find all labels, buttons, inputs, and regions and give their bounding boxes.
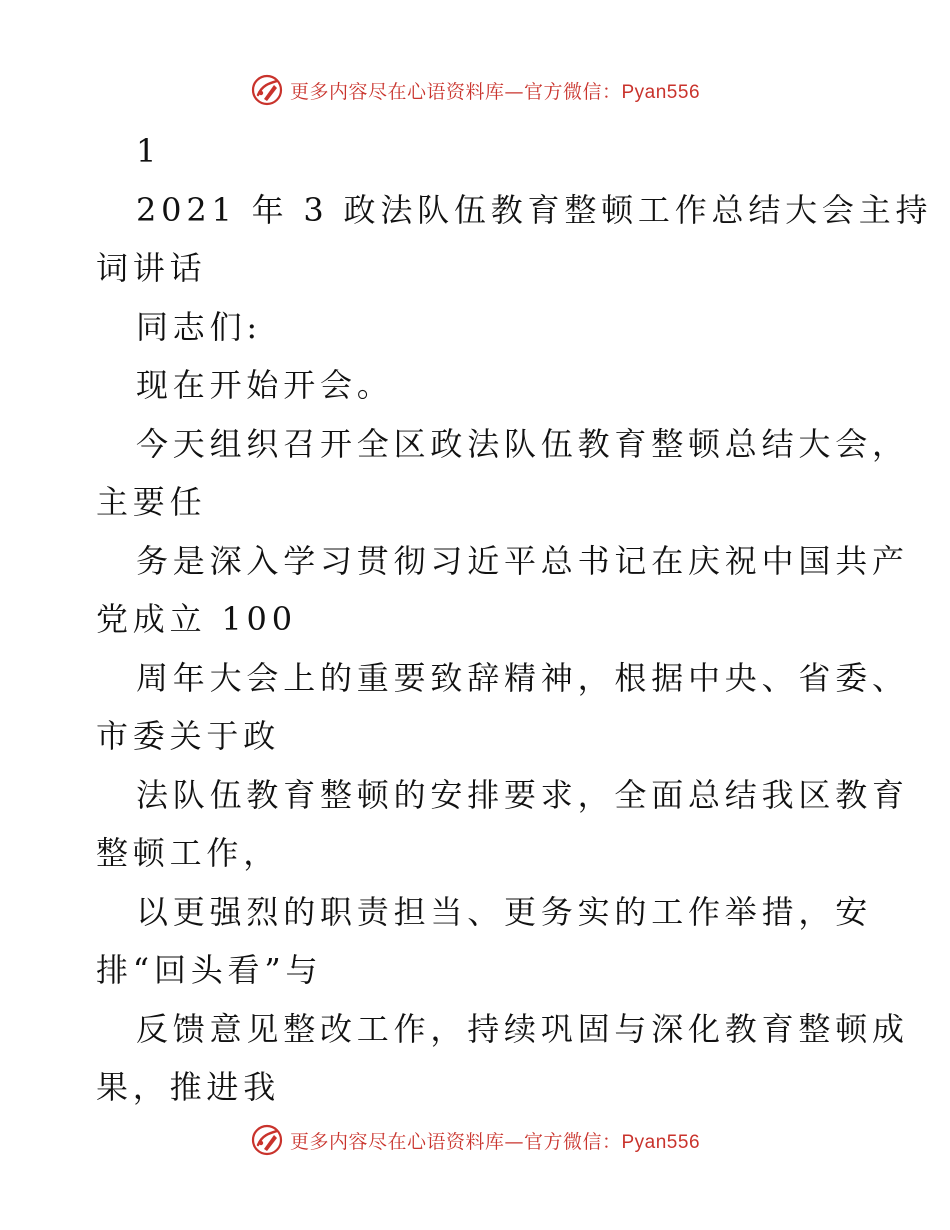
document-body bbox=[96, 122, 933, 1117]
watermark-text: 更多内容尽在心语资料库—官方微信：Pyan556 bbox=[289, 1130, 701, 1153]
text-line: 2021 年 3 政法队伍教育整顿工作总结大会主持 bbox=[136, 190, 933, 229]
text-line: 以更强烈的职责担当、更务实的工作举措，安 bbox=[136, 892, 873, 931]
text-line: 果，推进我 bbox=[96, 1068, 281, 1106]
header-watermark bbox=[0, 70, 950, 110]
footer-watermark bbox=[0, 1120, 950, 1160]
text-line: 现在开始开会。 bbox=[136, 366, 394, 404]
pen-swirl-logo-icon bbox=[250, 73, 284, 107]
text-line: 市委关于政 bbox=[96, 717, 281, 755]
text-line: 党成立 100 bbox=[96, 600, 297, 638]
text-line: 1 bbox=[136, 132, 162, 170]
text-line: 排“回头看”与 bbox=[96, 951, 323, 989]
text-line: 法队伍教育整顿的安排要求，全面总结我区教育 bbox=[136, 775, 909, 814]
text-line: 周年大会上的重要致辞精神，根据中央、省委、 bbox=[136, 658, 909, 697]
text-line: 同志们: bbox=[136, 307, 262, 346]
text-line: 务是深入学习贯彻习近平总书记在庆祝中国共产 bbox=[136, 541, 909, 580]
text-line: 整顿工作， bbox=[96, 834, 281, 872]
text-line: 反馈意见整改工作，持续巩固与深化教育整顿成 bbox=[136, 1009, 909, 1048]
watermark-text: 更多内容尽在心语资料库—官方微信：Pyan556 bbox=[289, 80, 701, 103]
text-line: 词讲话 bbox=[96, 249, 207, 287]
text-line: 主要任 bbox=[96, 483, 207, 521]
text-line: 今天组织召开全区政法队伍教育整顿总结大会， bbox=[136, 424, 909, 463]
pen-swirl-logo-icon bbox=[250, 1123, 284, 1157]
